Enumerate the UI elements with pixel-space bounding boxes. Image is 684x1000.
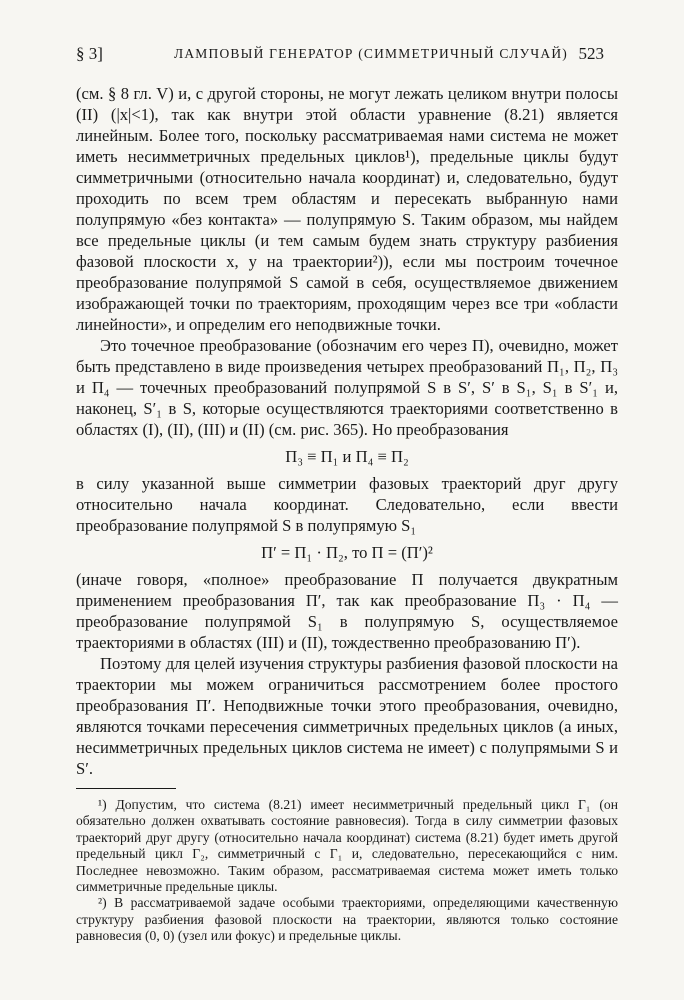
paragraph-5: Поэтому для целей изучения структуры разбиения фазовой плоскости на траектории мы можем ограничиться рассмотрением более простого преобразования П′. Неподвижные точки этого преобразования, очевидно, являются точками пересечения симметричных предельных циклов (а иных, несимметричных предельных циклов система не имеет) с полупрямыми S и S′. — [76, 654, 618, 778]
main-text — [76, 83, 618, 945]
paragraph-4: (иначе говоря, «полное» преобразование П получается двукратным применением преобразования П′, так как преобразование П₃ · П₄ — преобразование полупрямой S₁ в полупрямую S, осуществляемое траекториями в областях (III) и (II), тождественно преобразованию П′). — [76, 570, 618, 652]
section-marker: § 3] — [76, 44, 103, 63]
footnote-rule — [76, 788, 176, 789]
paragraph-3: в силу указанной выше симметрии фазовых траекторий друг другу относительно начала координат. Следовательно, если ввести преобразование полупрямой S в полупрямую S₁ — [76, 474, 618, 535]
formula-symmetry: П₃ ≡ П₁ и П₄ ≡ П₂ — [285, 447, 409, 466]
paragraph-1: (см. § 8 гл. V) и, с другой стороны, не могут лежать целиком внутри полосы (II) (|x|<1), так как внутри этой области уравнение (8.21) является линейным. Более того, поскольку рассматриваемая нами система не может иметь несимметричных предельных циклов¹), предельные циклы будут симметричными (относительно начала координат) и, следовательно, будут проходить по всем трем областям и пересекать выбранную нами полупрямую «без контакта» — полупрямую S. Таким образом, мы найдем все предельные циклы (и тем самым будем знать структуру разбиения фазовой плоскости x, y на траектории²)), если мы построим точечное преобразование полупрямой S самой в себя, осуществляемое движением изображающей точки по траекториям, проходящим через все три «области линейности», и определим его неподвижные точки. — [76, 84, 618, 334]
paragraph-2: Это точечное преобразование (обозначим его через П), очевидно, может быть представлено в виде произведения четырех преобразований П₁, П₂, П₃ и П₄ — точечных преобразований полупрямой S в S′, S′ в S₁, S₁ в S′₁ и, наконец, S′₁ в S, которые осуществляются траекториями соответственно в областях (I), (II), (III) и (II) (см. рис. 365). Но преобразования — [76, 336, 618, 439]
running-title: ЛАМПОВЫЙ ГЕНЕРАТОР (СИММЕТРИЧНЫЙ СЛУЧАЙ) — [174, 46, 568, 61]
page-number: 523 — [578, 44, 604, 63]
footnote-1: ¹) Допустим, что система (8.21) имеет несимметричный предельный цикл Γ₁ (он обязательно должен охватывать состояние равновесия). Тогда в силу симметрии фазовых траекторий друг другу (относительно начала координат) система (8.21) будет иметь другой предельный цикл Γ₂, симметричный с Γ₁ и, следовательно, пересекающийся с ним. Последнее невозможно. Таким образом, рассматриваемая система может иметь только симметричные предельные циклы. — [76, 797, 618, 895]
running-header — [76, 44, 604, 70]
formula-composition: П′ = П₁ · П₂, то П = (П′)² — [261, 543, 433, 562]
footnote-2: ²) В рассматриваемой задаче особыми траекториями, определяющими качественную структуру разбиения фазовой плоскости на траектории, являются только состояние равновесия (0, 0) (узел или фокус) и предельные циклы. — [76, 895, 618, 944]
